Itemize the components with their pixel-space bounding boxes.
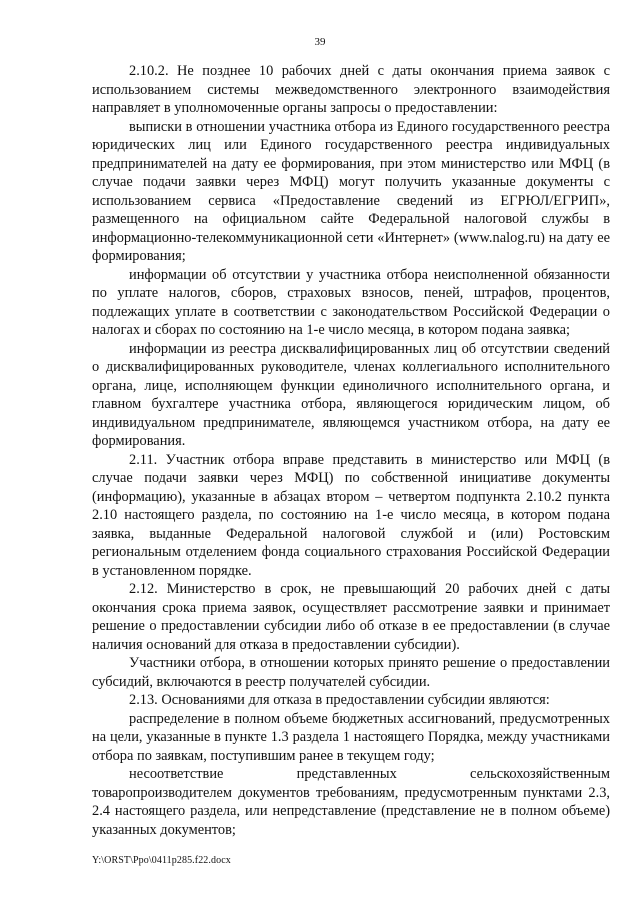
paragraph-egrul-extract: выписки в отношении участника отбора из Единого государственного реестра юридических лиц или Единого государственного реестра индивидуальных предпринимателей на дату ее формирования, при этом министерство или МФЦ (в случае подачи заявки через МФЦ) могут получить указанные документы с использованием сервиса «Предоставление сведений из ЕГРЮЛ/ЕГРИП», размещенного на официальном сайте Федеральной налоговой службы в информационно-телекоммуникационной сети «Интернет» (www.nalog.ru) на дату ее формирования; bbox=[92, 118, 610, 264]
paragraph-tax-info: информации об отсутствии у участника отбора неисполненной обязанности по уплате налогов, сборов, страховых взносов, пеней, штрафов, процентов, подлежащих уплате в соответствии с законодательством Российской Федерации о налогах и сборах по состоянию на 1-е число месяца, в котором подана заявка; bbox=[92, 266, 610, 338]
paragraph-2-12: 2.12. Министерство в срок, не превышающий 20 рабочих дней с даты окончания срока приема заявок, осуществляет рассмотрение заявки и принимает решение о предоставлении субсидии либо об отказе в ее предоставлении (в случае наличия оснований для отказа в предоставлении субсидии). bbox=[92, 581, 610, 653]
document-body bbox=[92, 62, 610, 839]
paragraph-2-13: 2.13. Основаниями для отказа в предоставлении субсидии являются: bbox=[129, 692, 550, 708]
footer-file-path: Y:\ORST\Ppo\0411p285.f22.docx bbox=[92, 855, 231, 866]
paragraph-2-10-2: 2.10.2. Не позднее 10 рабочих дней с даты окончания приема заявок с использованием системы межведомственного электронного взаимодействия направляет в уполномоченные органы запросы о предоставлении: bbox=[92, 63, 610, 116]
paragraph-registry-inclusion: Участники отбора, в отношении которых принято решение о предоставлении субсидий, включаются в реестр получателей субсидии. bbox=[92, 655, 610, 690]
paragraph-2-11: 2.11. Участник отбора вправе представить в министерство или МФЦ (в случае подачи заявки через МФЦ) по собственной инициативе документы (информацию), указанные в абзацах втором – четвертом подпункта 2.10.2 пункта 2.10 настоящего раздела, по состоянию на 1-е число месяца, в котором подана заявка, выданные Федеральной налоговой службой и (или) Ростовским региональным отделением фонда социального страхования Российской Федерации в установленном порядке. bbox=[92, 451, 610, 579]
page-number: 39 bbox=[314, 36, 326, 48]
paragraph-disqualified-registry: информации из реестра дисквалифицированных лиц об отсутствии сведений о дисквалифицированных руководителе, членах коллегиального исполнительного органа, лице, исполняющем функции единоличного исполнительного органа, и главном бухгалтере участника отбора, являющегося юридическим лицом, об индивидуальном предпринимателе, являющемся участником отбора, на дату ее формирования. bbox=[92, 340, 610, 449]
paragraph-budget-allocation: распределение в полном объеме бюджетных ассигнований, предусмотренных на цели, указанные в пункте 1.3 раздела 1 настоящего Порядка, между участниками отбора по заявкам, поступившим ранее в текущем году; bbox=[92, 710, 610, 764]
paragraph-document-mismatch: несоответствие представленных сельскохозяйственным товаропроизводителем документов требованиям, предусмотренным пунктами 2.3, 2.4 настоящего раздела, или непредставление (представление не в полном объеме) указанных документов; bbox=[92, 766, 610, 838]
